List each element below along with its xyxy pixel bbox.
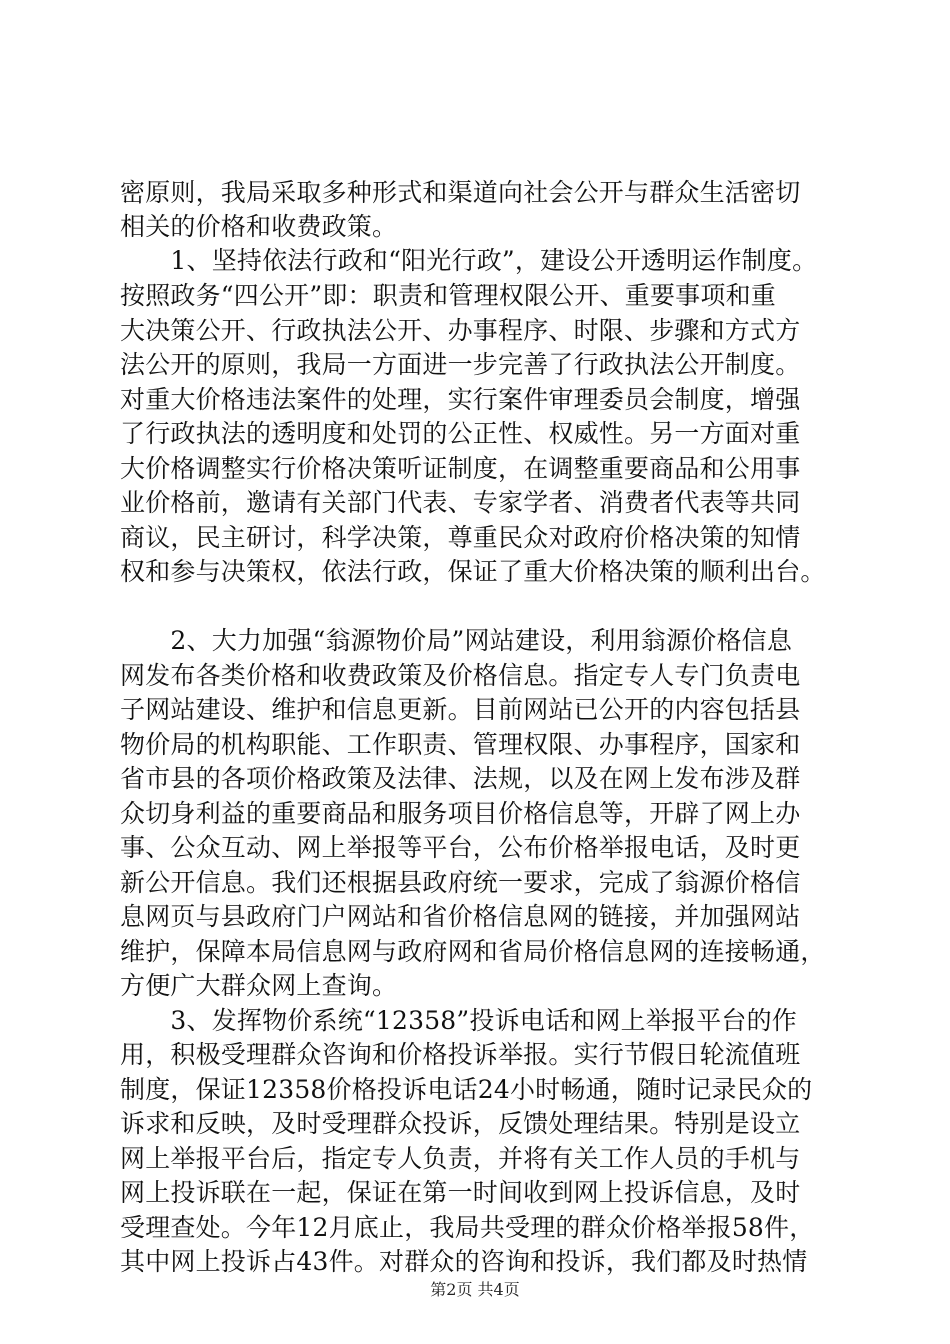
text-line: 大价格调整实行价格决策听证制度，在调整重要商品和公用事: [120, 454, 801, 483]
text-line: 网发布各类价格和收费政策及价格信息。指定专人专门负责电: [120, 661, 801, 690]
text-line: 网上举报平台后，指定专人负责，并将有关工作人员的手机与: [120, 1144, 801, 1173]
text-line: 了行政执法的透明度和处罚的公正性、权威性。另一方面对重: [120, 419, 801, 448]
text-line: 新公开信息。我们还根据县政府统一要求，完成了翁源价格信: [120, 868, 801, 897]
text-line: 密原则，我局采取多种形式和渠道向社会公开与群众生活密切: [120, 178, 801, 207]
text-line: 其中网上投诉占43件。对群众的咨询和投诉，我们都及时热情: [120, 1247, 808, 1276]
text-line: 1、坚持依法行政和“阳光行政”，建设公开透明运作制度。: [120, 246, 818, 275]
text-line: 业价格前，邀请有关部门代表、专家学者、消费者代表等共同: [120, 488, 801, 517]
text-line: 息网页与县政府门户网站和省价格信息网的链接，并加强网站: [120, 902, 801, 931]
text-line: 诉求和反映，及时受理群众投诉，反馈处理结果。特别是设立: [120, 1109, 801, 1138]
text-line: 商议，民主研讨，科学决策，尊重民众对政府价格决策的知情: [120, 523, 801, 552]
text-line: 受理查处。今年12月底止，我局共受理的群众价格举报58件，: [120, 1213, 815, 1242]
text-line: 法公开的原则，我局一方面进一步完善了行政执法公开制度。: [120, 350, 801, 379]
text-line: 相关的价格和收费政策。: [120, 212, 398, 241]
text-line: 方便广大群众网上查询。: [120, 971, 398, 1000]
text-line: 维护，保障本局信息网与政府网和省局价格信息网的连接畅通，: [120, 937, 826, 966]
text-line: 众切身利益的重要商品和服务项目价格信息等，开辟了网上办: [120, 799, 801, 828]
text-line: 子网站建设、维护和信息更新。目前网站已公开的内容包括县: [120, 695, 801, 724]
text-line: 2、大力加强“翁源物价局”网站建设，利用翁源价格信息: [120, 626, 793, 655]
text-line: 制度，保证12358价格投诉电话24小时畅通，随时记录民众的: [120, 1075, 813, 1104]
text-line: 物价局的机构职能、工作职责、管理权限、办事程序，国家和: [120, 730, 801, 759]
page-number-footer: 第2页 共4页: [430, 1280, 520, 1299]
text-line: 事、公众互动、网上举报等平台，公布价格举报电话，及时更: [120, 833, 801, 862]
text-line: 用，积极受理群众咨询和价格投诉举报。实行节假日轮流值班: [120, 1040, 801, 1069]
text-line: 权和参与决策权，依法行政，保证了重大价格决策的顺利出台。: [120, 557, 826, 586]
text-line: 省市县的各项价格政策及法律、法规，以及在网上发布涉及群: [120, 764, 801, 793]
text-line: 网上投诉联在一起，保证在第一时间收到网上投诉信息，及时: [120, 1178, 801, 1207]
text-line: 按照政务“四公开”即：职责和管理权限公开、重要事项和重: [120, 281, 776, 310]
text-line: 3、发挥物价系统“12358”投诉电话和网上举报平台的作: [120, 1006, 797, 1035]
text-line: 大决策公开、行政执法公开、办事程序、时限、步骤和方式方: [120, 316, 801, 345]
text-line: 对重大价格违法案件的处理，实行案件审理委员会制度，增强: [120, 385, 801, 414]
